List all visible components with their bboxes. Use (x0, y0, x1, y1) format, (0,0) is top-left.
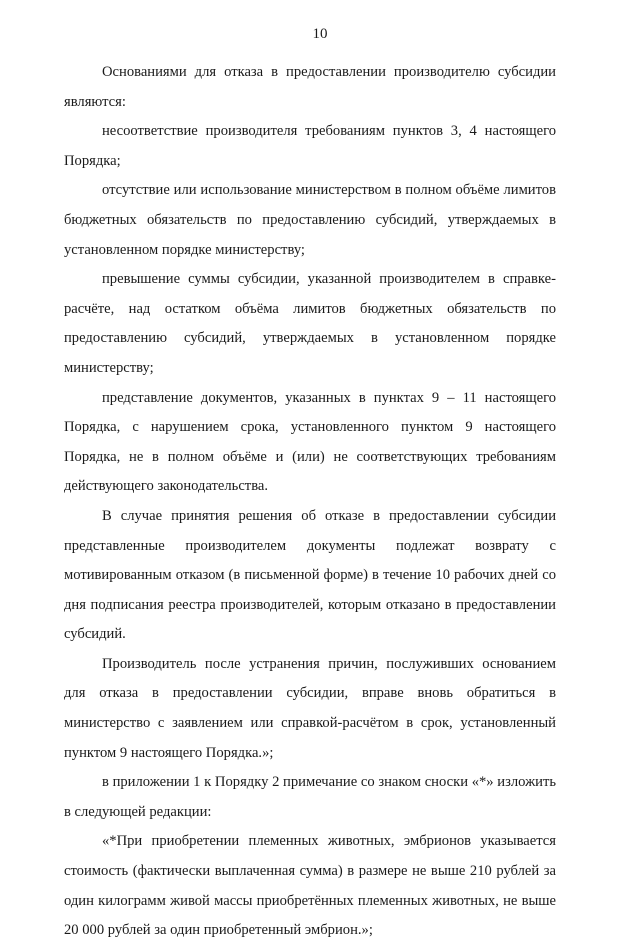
document-body (64, 58, 556, 946)
page-number: 10 (312, 26, 328, 42)
paragraph-noncompliance: несоответствие производителя требованиям пунктов 3, 4 настоящего Порядка; (64, 123, 556, 169)
paragraph-reapplication: Производитель после устранения причин, послуживших основанием для отказа в предоставлении субсидии, вправе вновь обратиться в министерство с заявлением или справкой-расчётом в срок, установленный пунктом 9 настоящего Порядка.»; (64, 655, 556, 761)
paragraph-refusal-grounds-intro: Основаниями для отказа в предоставлении производителю субсидии являются: (64, 64, 556, 110)
paragraph-subsidy-excess: превышение суммы субсидии, указанной производителем в справке-расчёте, над остатком объёма лимитов бюджетных обязательств по предоставлению субсидий, утверждаемых в установленном порядке министерству; (64, 271, 556, 376)
paragraph-late-documents: представление документов, указанных в пунктах 9 – 11 настоящего Порядка, с нарушением срока, установленного пунктом 9 настоящего Порядка, не в полном объёме и (или) не соответствующих требованиям действующего законодательства. (64, 389, 556, 495)
paragraph-appendix-note: в приложении 1 к Порядку 2 примечание со знаком сноски «*» изложить в следующей редакции: (64, 774, 556, 820)
paragraph-limits-absence: отсутствие или использование министерством в полном объёме лимитов бюджетных обязательств по предоставлению субсидий, утверждаемых в установленном порядке министерству; (64, 182, 556, 258)
paragraph-refusal-return: В случае принятия решения об отказе в предоставлении субсидии представленные производителем документы подлежат возврату с мотивированным отказом (в письменной форме) в течение 10 рабочих дней со дня подписания реестра производителей, которым отказано в предоставлении субсидий. (64, 507, 556, 643)
paragraph-footnote-text: «*При приобретении племенных животных, эмбрионов указывается стоимость (фактически выплаченная сумма) в размере не выше 210 рублей за один килограмм живой массы приобретённых племенных животных, не выше 20 000 рублей за один приобретенный эмбрион.»; (64, 833, 556, 939)
